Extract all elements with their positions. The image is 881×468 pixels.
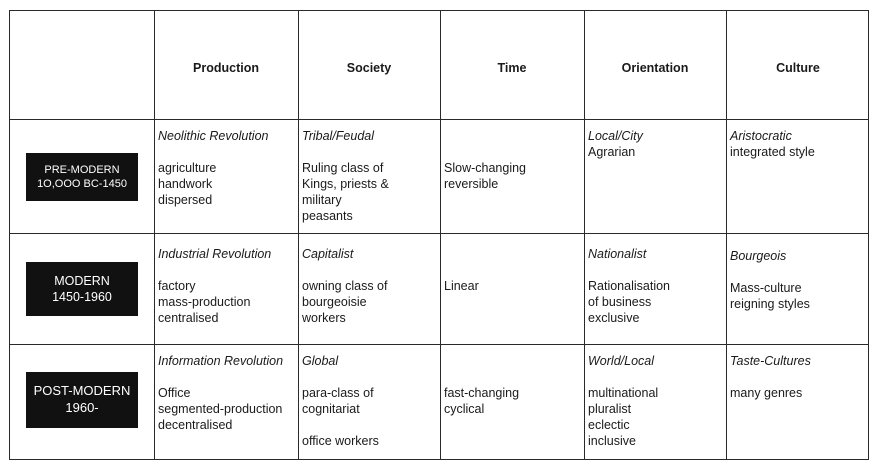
cell-society-pre-modern (302, 128, 389, 224)
column-header-society: Society (346, 61, 392, 75)
era-name: PRE-MODERN (44, 163, 120, 176)
cell-culture-modern (730, 248, 810, 312)
cell-line: segmented-production (158, 402, 283, 416)
cell-line: Mass-culture (730, 281, 802, 295)
grid-line (298, 11, 299, 459)
cell-production-pre-modern (158, 128, 268, 208)
cell-title: Global (302, 354, 339, 368)
cell-orientation-modern (588, 246, 670, 326)
cell-line: military (302, 193, 342, 207)
cell-society-modern (302, 246, 387, 326)
cell-title: Aristocratic (730, 129, 792, 143)
cell-culture-post-modern (730, 353, 811, 401)
cell-line: agriculture (158, 161, 217, 175)
cell-line: workers (302, 311, 346, 325)
era-dates: 1O,OOO BC-1450 (37, 178, 127, 190)
cell-title: Nationalist (588, 247, 647, 261)
cell-line: handwork (158, 177, 213, 191)
cell-title: World/Local (588, 354, 654, 368)
cell-line: bourgeoisie (302, 295, 367, 309)
cell-line: mass-production (158, 295, 251, 309)
cell-line: para-class of (302, 386, 374, 400)
column-header-production: Production (193, 61, 259, 75)
cell-line: reversible (444, 177, 499, 191)
comparison-table (9, 10, 869, 460)
cell-line: cognitariat (302, 402, 360, 416)
cell-line: peasants (302, 209, 353, 223)
cell-line: Kings, priests & (302, 177, 389, 191)
cell-line: Agrarian (588, 145, 636, 159)
cell-line: Office (158, 386, 191, 400)
cell-line: centralised (158, 311, 219, 325)
grid-line (440, 11, 441, 459)
cell-line: decentralised (158, 418, 233, 432)
cell-line: Slow-changing (444, 161, 526, 175)
cell-line (302, 417, 379, 433)
cell-line: cyclical (444, 402, 485, 416)
era-label-modern (26, 262, 138, 316)
cell-line: dispersed (158, 193, 213, 207)
cell-line: Rationalisation (588, 279, 670, 293)
grid-line (10, 119, 868, 120)
cell-line: Ruling class of (302, 161, 384, 175)
grid-line (584, 11, 585, 459)
cell-line: integrated style (730, 145, 815, 159)
cell-line: Linear (444, 279, 479, 293)
cell-time-modern (444, 278, 479, 294)
grid-line (154, 11, 155, 459)
column-header-culture: Culture (776, 61, 820, 75)
column-header-time: Time (497, 61, 527, 75)
era-name: POST-MODERN (33, 383, 131, 399)
cell-title: Industrial Revolution (158, 247, 272, 261)
cell-culture-pre-modern (730, 128, 815, 160)
cell-production-modern (158, 246, 271, 326)
cell-line: multinational (588, 386, 659, 400)
cell-line: inclusive (588, 434, 636, 448)
grid-line (10, 344, 868, 345)
cell-line: pluralist (588, 402, 632, 416)
cell-title: Bourgeois (730, 249, 787, 263)
cell-society-post-modern (302, 353, 379, 449)
cell-line: office workers (302, 434, 379, 448)
cell-line: factory (158, 279, 196, 293)
cell-line: owning class of (302, 279, 388, 293)
cell-line: eclectic (588, 418, 630, 432)
column-header-orientation: Orientation (621, 61, 689, 75)
cell-line: many genres (730, 386, 803, 400)
era-label-post-modern (26, 372, 138, 428)
cell-title: Capitalist (302, 247, 354, 261)
grid-line (726, 11, 727, 459)
cell-title: Neolithic Revolution (158, 129, 269, 143)
cell-title: Taste-Cultures (730, 354, 811, 368)
era-dates: 1450-1960 (52, 290, 112, 304)
grid-line (10, 233, 868, 234)
cell-title: Local/City (588, 129, 643, 143)
cell-line: fast-changing (444, 386, 520, 400)
era-dates: 1960- (65, 400, 99, 415)
cell-production-post-modern (158, 353, 283, 433)
cell-time-post-modern (444, 385, 519, 417)
cell-line: exclusive (588, 311, 640, 325)
cell-orientation-pre-modern (588, 128, 643, 160)
cell-orientation-post-modern (588, 353, 658, 449)
era-label-pre-modern (26, 153, 138, 201)
cell-line: reigning styles (730, 297, 810, 311)
cell-time-pre-modern (444, 160, 526, 192)
cell-title: Tribal/Feudal (302, 129, 375, 143)
cell-line: of business (588, 295, 652, 309)
cell-title: Information Revolution (158, 354, 284, 368)
era-name: MODERN (54, 273, 110, 288)
